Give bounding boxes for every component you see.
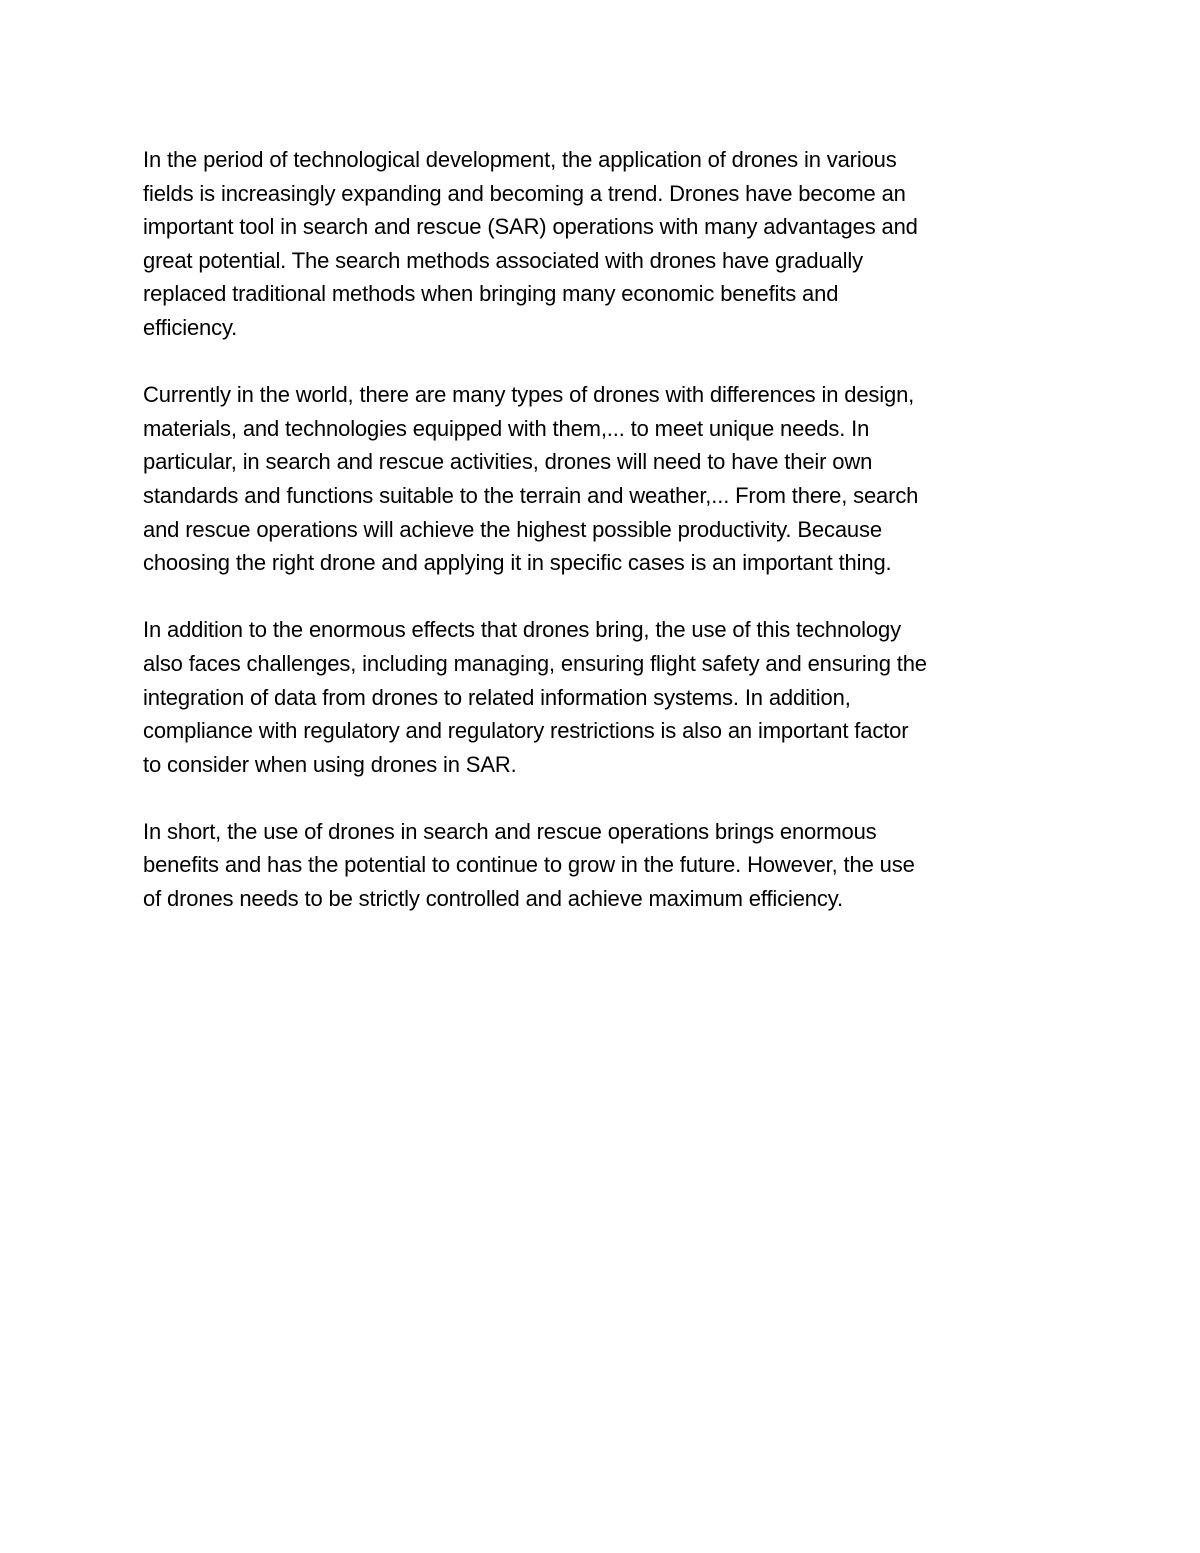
paragraph-line: also faces challenges, including managing, ensuring flight safety and ensuring the (143, 650, 927, 676)
paragraph-line: particular, in search and rescue activities, drones will need to have their own (143, 449, 873, 475)
paragraph-line: integration of data from drones to related information systems. In addition, (143, 684, 851, 710)
paragraph-line: In short, the use of drones in search and rescue operations brings enormous (143, 818, 877, 844)
paragraph-line: to consider when using drones in SAR. (143, 751, 517, 777)
paragraph-line: choosing the right drone and applying it in specific cases is an important thing. (143, 550, 892, 576)
paragraph-line: In addition to the enormous effects that drones bring, the use of this technology (143, 617, 901, 643)
paragraph-line: Currently in the world, there are many types of drones with differences in design, (143, 382, 915, 408)
paragraph-line: of drones needs to be strictly controlled and achieve maximum efficiency. (143, 886, 843, 912)
paragraph-line: standards and functions suitable to the terrain and weather,... From there, search (143, 482, 919, 508)
paragraph-2 (143, 378, 1058, 580)
paragraph-line: benefits and has the potential to continue to grow in the future. However, the use (143, 852, 915, 878)
paragraph-line: and rescue operations will achieve the highest possible productivity. Because (143, 516, 882, 542)
document-body (143, 143, 1058, 949)
paragraph-line: great potential. The search methods associated with drones have gradually (143, 247, 863, 273)
paragraph-line: materials, and technologies equipped with them,... to meet unique needs. In (143, 415, 870, 441)
paragraph-line: fields is increasingly expanding and becoming a trend. Drones have become an (143, 180, 906, 206)
paragraph-line: efficiency. (143, 314, 238, 340)
paragraph-line: important tool in search and rescue (SAR) operations with many advantages and (143, 214, 918, 240)
paragraph-1 (143, 143, 1058, 345)
paragraph-line: compliance with regulatory and regulatory restrictions is also an important factor (143, 718, 909, 744)
paragraph-4 (143, 815, 1058, 916)
paragraph-line: In the period of technological development, the application of drones in various (143, 147, 897, 172)
paragraph-3 (143, 613, 1058, 781)
paragraph-line: replaced traditional methods when bringing many economic benefits and (143, 281, 839, 307)
